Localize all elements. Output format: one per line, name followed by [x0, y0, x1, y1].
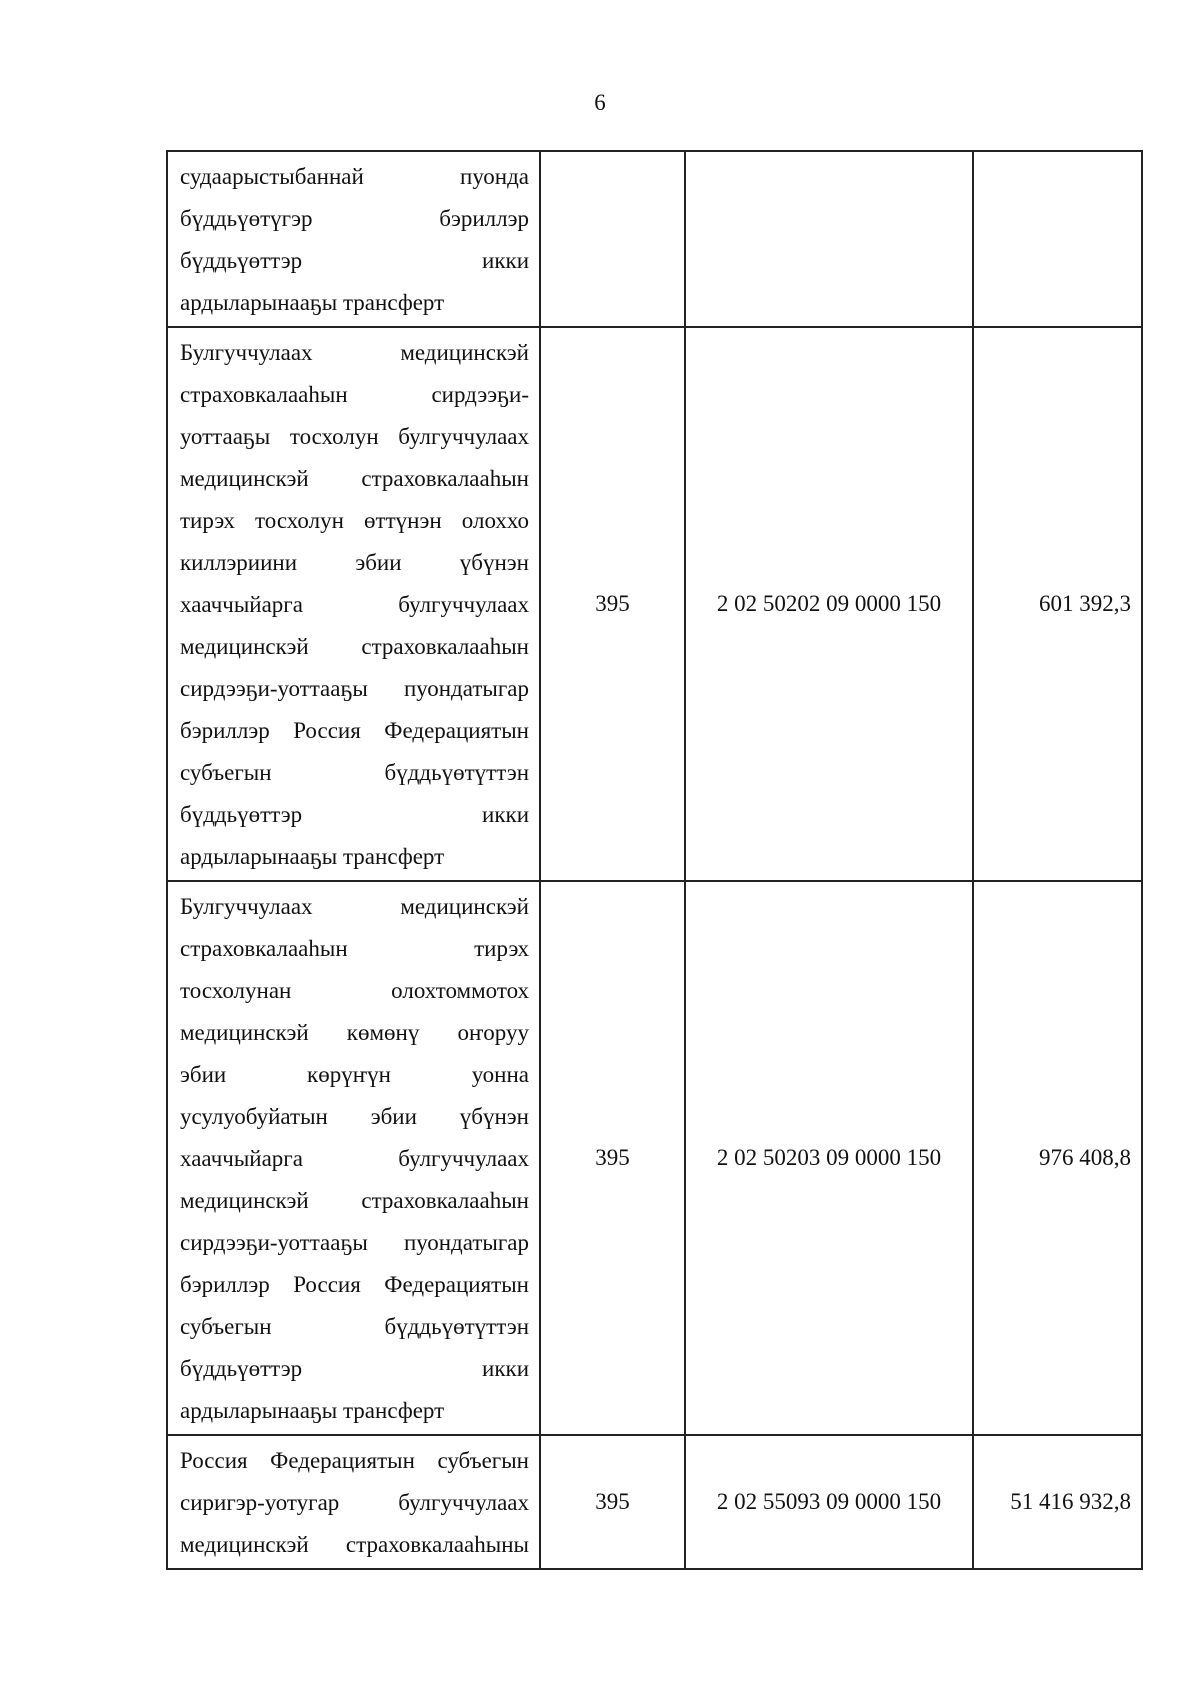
transfer-name-cell	[167, 151, 540, 327]
table-row	[167, 881, 1142, 1435]
transfer-name-line: сирдээҕи-уоттааҕы пуондатыгар	[180, 1230, 529, 1255]
amount-cell: 601 392,3	[973, 327, 1142, 881]
transfer-name-line: сиригэр-уотугар булгуччулаах	[180, 1490, 529, 1515]
transfer-name-cell	[167, 1435, 540, 1569]
transfer-name-line: медицинскэй көмөнү оҥоруу	[180, 1020, 529, 1045]
transfer-name-line: медицинскэй страховкалааһын	[180, 1188, 529, 1213]
transfer-name-line: бүддьүөттэр икки	[180, 248, 529, 273]
admin-code-cell	[540, 151, 685, 327]
budget-transfers-table	[166, 150, 1143, 1570]
transfer-name-cell	[167, 327, 540, 881]
admin-code-cell: 395	[540, 1435, 685, 1569]
admin-code-cell: 395	[540, 881, 685, 1435]
amount-cell: 51 416 932,8	[973, 1435, 1142, 1569]
transfer-name-line: субъегын бүддьүөтүттэн	[180, 760, 529, 785]
transfer-name-line: хааччыйарга булгуччулаах	[180, 592, 529, 617]
page-number: 6	[594, 90, 606, 115]
budget-classification-code-cell: 2 02 50203 09 0000 150	[685, 881, 973, 1435]
transfer-name-line: ардыларынааҕы трансферт	[180, 290, 445, 315]
transfer-name-line: страховкалааһын сирдээҕи-	[180, 382, 529, 407]
transfer-name-line: медицинскэй страховкалааһыны	[180, 1532, 529, 1557]
table-row	[167, 327, 1142, 881]
budget-classification-code-cell: 2 02 50202 09 0000 150	[685, 327, 973, 881]
transfer-name-line: эбии көрүҥүн уонна	[180, 1062, 529, 1087]
transfer-name-line: Булгуччулаах медицинскэй	[180, 340, 529, 365]
transfer-name-line: уоттааҕы тосхолун булгуччулаах	[180, 424, 529, 449]
transfer-name-line: судаарыстыбаннай пуонда	[180, 164, 529, 189]
transfer-name-line: бэриллэр Россия Федерациятын	[180, 1272, 529, 1297]
transfer-name-cell	[167, 881, 540, 1435]
table-row	[167, 1435, 1142, 1569]
table-row	[167, 151, 1142, 327]
transfer-name-line: страховкалааһын тирэх	[180, 936, 529, 961]
transfer-name-line: ардыларынааҕы трансферт	[180, 1398, 445, 1423]
transfer-name-line: киллэриини эбии үбүнэн	[180, 550, 529, 575]
amount-cell	[973, 151, 1142, 327]
transfer-name-line: сирдээҕи-уоттааҕы пуондатыгар	[180, 676, 529, 701]
transfer-name-line: бүддьүөтүгэр бэриллэр	[180, 206, 529, 231]
amount-cell: 976 408,8	[973, 881, 1142, 1435]
transfer-name-line: Булгуччулаах медицинскэй	[180, 894, 529, 919]
transfer-name-line: субъегын бүддьүөтүттэн	[180, 1314, 529, 1339]
transfer-name-line: медицинскэй страховкалааһын	[180, 466, 529, 491]
transfer-name-line: ардыларынааҕы трансферт	[180, 844, 445, 869]
transfer-name-line: усулуобуйатын эбии үбүнэн	[180, 1104, 529, 1129]
transfer-name-line: медицинскэй страховкалааһын	[180, 634, 529, 659]
admin-code-cell: 395	[540, 327, 685, 881]
transfer-name-line: бэриллэр Россия Федерациятын	[180, 718, 529, 743]
budget-classification-code-cell: 2 02 55093 09 0000 150	[685, 1435, 973, 1569]
transfer-name-line: тирэх тосхолун өттүнэн олоххо	[180, 508, 529, 533]
transfer-name-line: бүддьүөттэр икки	[180, 1356, 529, 1381]
transfer-name-line: хааччыйарга булгуччулаах	[180, 1146, 529, 1171]
transfer-name-line: Россия Федерациятын субъегын	[180, 1448, 529, 1473]
budget-classification-code-cell	[685, 151, 973, 327]
transfer-name-line: бүддьүөттэр икки	[180, 802, 529, 827]
transfer-name-line: тосхолунан олохтоммотох	[180, 978, 529, 1003]
